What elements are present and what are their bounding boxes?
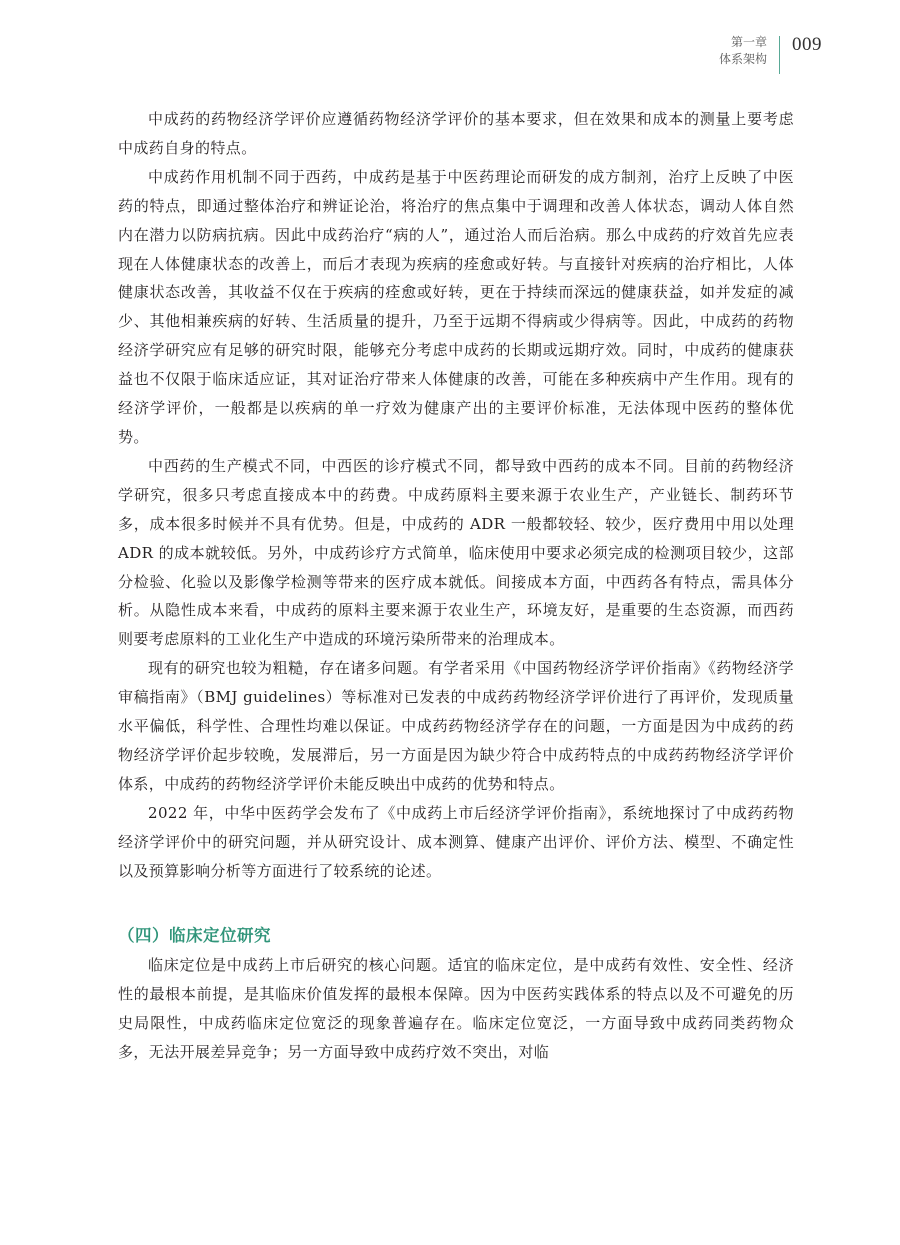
paragraph: 中西药的生产模式不同，中西医的诊疗模式不同，都导致中西药的成本不同。目前的药物经济学研究，很多只考虑直接成本中的药费。中成药原料主要来源于农业生产，产业链长、制药环节多，成本很多时候并不具有优势。但是，中成药的 ADR 一般都较轻、较少，医疗费用中用以处理 ADR 的成本就较低。另外，中成药诊疗方式简单，临床使用中要求必须完成的检测项目较少，这部分检验、化验以及影像学检测等带来的医疗成本就低。间接成本方面，中西药各有特点，需具体分析。从隐性成本来看，中成药的原料主要来源于农业生产，环境友好，是重要的生态资源，而西药则要考虑原料的工业化生产中造成的环境污染所带来的治理成本。 bbox=[118, 456, 794, 649]
paragraph: 现有的研究也较为粗糙，存在诸多问题。有学者采用《中国药物经济学评价指南》《药物经济学审稿指南》（BMJ guidelines）等标准对已发表的中成药药物经济学评价进行了再评价，发现质量水平偏低，科学性、合理性均难以保证。中成药药物经济学存在的问题，一方面是因为中成药的药物经济学评价起步较晚，发展滞后，另一方面是因为缺少符合中成药特点的中成药药物经济学评价体系，中成药的药物经济学评价未能反映出中成药的优势和特点。 bbox=[118, 659, 794, 793]
header-chapter: 第一章 bbox=[730, 35, 767, 49]
paragraph: 中成药作用机制不同于西药，中成药是基于中医药理论而研发的成方制剂，治疗上反映了中医药的特点，即通过整体治疗和辨证论治，将治疗的焦点集中于调理和改善人体状态，调动人体自然内在潜力以防病抗病。因此中成药治疗“病的人”，通过治人而后治病。那么中成药的疗效首先应表现在人体健康状态的改善上，而后才表现为疾病的痊愈或好转。与直接针对疾病的治疗相比，人体健康状态改善，其收益不仅在于疾病的痊愈或好转，更在于持续而深远的健康获益，如并发症的减少、其他相兼疾病的好转、生活质量的提升，乃至于远期不得病或少得病等。因此，中成药的药物经济学研究应有足够的研究时限，能够充分考虑中成药的长期或远期疗效。同时，中成药的健康获益也不仅限于临床适应证，其对证治疗带来人体健康的改善，可能在多种疾病中产生作用。现有的经济学评价，一般都是以疾病的单一疗效为健康产出的主要评价标准，无法体现中医药的整体优势。 bbox=[118, 167, 794, 446]
paragraph: 2022 年，中华中医药学会发布了《中成药上市后经济学评价指南》，系统地探讨了中成药药物经济学评价中的研究问题，并从研究设计、成本测算、健康产出评价、评价方法、模型、不确定性以及预算影响分析等方面进行了较系统的论述。 bbox=[118, 803, 794, 880]
paragraph: 临床定位是中成药上市后研究的核心问题。适宜的临床定位，是中成药有效性、安全性、经济性的最根本前提，是其临床价值发挥的最根本保障。因为中医药实践体系的特点以及不可避免的历史局限性，中成药临床定位宽泛的现象普遍存在。临床定位宽泛，一方面导致中成药同类药物众多，无法开展差异竞争；另一方面导致中成药疗效不突出，对临 bbox=[118, 956, 794, 1062]
header-section: 体系架构 bbox=[718, 52, 767, 66]
running-header bbox=[719, 34, 822, 74]
section-heading: （四）临床定位研究 bbox=[118, 926, 271, 946]
page-number: 009 bbox=[792, 34, 822, 55]
header-titles bbox=[719, 34, 779, 68]
page-body bbox=[118, 105, 794, 1067]
paragraph: 中成药的药物经济学评价应遵循药物经济学评价的基本要求，但在效果和成本的测量上要考虑中成药自身的特点。 bbox=[118, 110, 794, 157]
